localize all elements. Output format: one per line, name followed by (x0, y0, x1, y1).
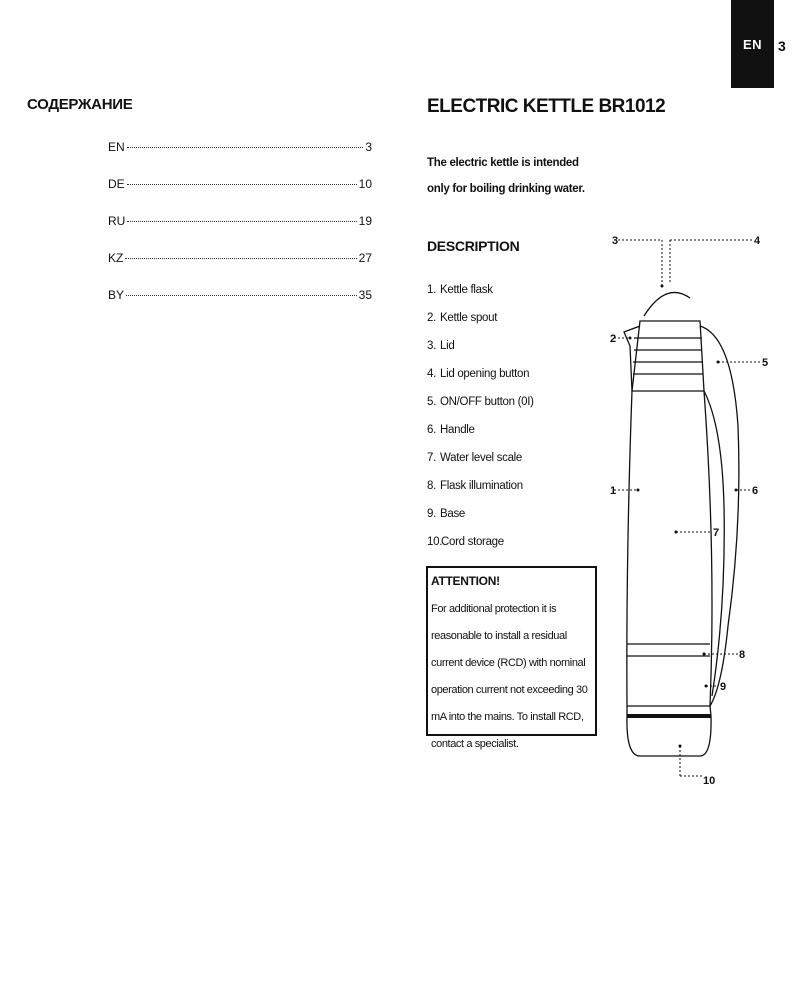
list-item: 4. Lid opening button (427, 368, 530, 380)
toc-entry-ru[interactable] (108, 214, 372, 251)
attention-box (426, 566, 597, 750)
toc-lang: KZ (108, 251, 124, 265)
callout-label: 2 (610, 333, 617, 345)
toc-page: 10 (358, 177, 372, 191)
toc-leader (127, 147, 364, 148)
toc-page: 3 (365, 140, 372, 154)
table-of-contents (108, 140, 372, 325)
handle-shape (700, 326, 739, 706)
base-shape (627, 706, 711, 756)
description-heading: DESCRIPTION (427, 238, 520, 254)
body-shape (627, 391, 712, 706)
collar-shape (632, 321, 704, 391)
toc-lang: DE (108, 177, 125, 191)
toc-lang: RU (108, 214, 126, 228)
toc-entry-de[interactable] (108, 177, 372, 214)
list-item: 3. Lid (427, 340, 455, 352)
spout-shape (624, 326, 640, 391)
toc-page: 35 (358, 288, 372, 302)
callout-label: 5 (762, 357, 769, 369)
toc-lang: BY (108, 288, 125, 302)
list-item: 1. Kettle flask (427, 284, 493, 296)
toc-leader (125, 258, 356, 259)
callout-label: 9 (720, 681, 727, 693)
callout-label: 1 (610, 485, 617, 497)
toc-entry-by[interactable] (108, 288, 372, 325)
toc-title: СОДЕРЖАНИЕ (27, 96, 133, 113)
callout-label: 10 (703, 775, 716, 787)
list-item: 6. Handle (427, 424, 475, 436)
list-item: 10. Cord storage (427, 536, 504, 548)
toc-leader (127, 221, 356, 222)
toc-page: 27 (358, 251, 372, 265)
list-item: 9. Base (427, 508, 466, 520)
toc-leader (127, 184, 357, 185)
lid-shape (644, 292, 690, 316)
toc-page: 19 (358, 214, 372, 228)
list-item: 7. Water level scale (427, 452, 523, 464)
attention-heading: ATTENTION! (431, 574, 500, 588)
callout-label: 4 (754, 235, 761, 247)
list-item: 2. Kettle spout (427, 312, 498, 324)
parts-list (427, 276, 534, 556)
toc-lang: EN (108, 140, 125, 154)
page-number: 3 (778, 38, 786, 54)
page-title: ELECTRIC KETTLE BR1012 (427, 96, 666, 117)
toc-leader (126, 295, 357, 296)
language-tab: EN (731, 0, 774, 88)
toc-entry-en[interactable] (108, 140, 372, 177)
callout-label: 6 (752, 485, 759, 497)
intro-text: The electric kettle is intended only for boiling drinking water. (427, 157, 585, 195)
list-item: 8. Flask illumination (427, 480, 523, 492)
callout-label: 8 (739, 649, 746, 661)
toc-entry-kz[interactable] (108, 251, 372, 288)
callout-label: 7 (713, 527, 720, 539)
list-item: 5. ON/OFF button (0I) (427, 396, 534, 408)
kettle-diagram (600, 226, 780, 796)
attention-text: For additional protection it is reasonable to install a residual current device (RCD) with nominal operation current not exceeding 30 mA into the mains. To install RCD, contact a specialist. (431, 603, 588, 750)
callout-label: 3 (612, 235, 619, 247)
